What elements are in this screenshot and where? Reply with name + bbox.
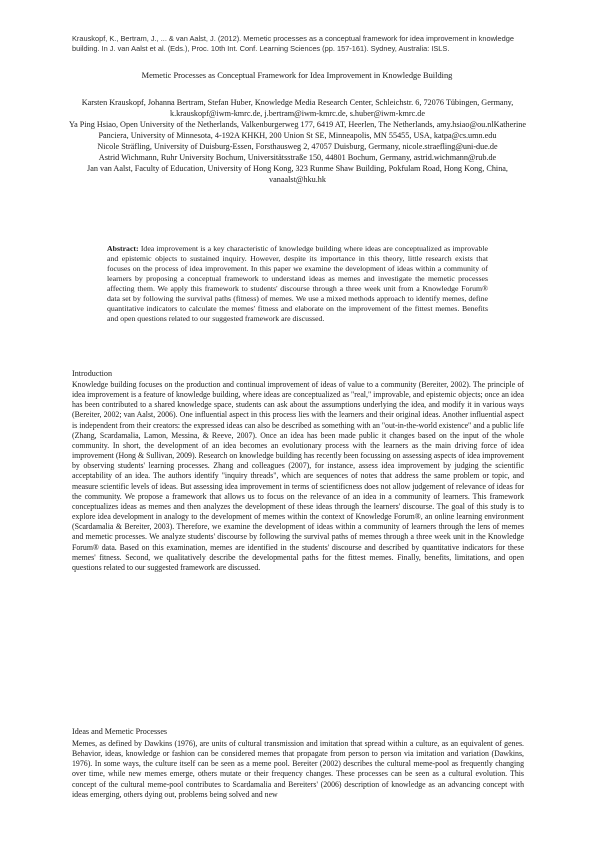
introduction-heading: Introduction: [72, 369, 113, 378]
author-affiliation-line: Jan van Aalst, Faculty of Education, University of Hong Kong, 323 Runme Shaw Building, Pokfulam Road, Hong Kong, China, vanaalst@hku.hk: [87, 164, 508, 185]
author-affiliation-line: Nicole Sträfling, University of Duisburg-Essen, Forsthausweg 2, 47057 Duisburg, Germany, nicole.straefling@uni-due.de: [97, 142, 498, 152]
citation-header: Krauskopf, K., Bertram, J., ... & van Aalst, J. (2012). Memetic processes as a conceptual framework for idea improvement in knowledge building. In J. van Aalst et al. (Eds.), Proc. 10th Int. Conf. Learning Sciences (pp. 157-161). Sydney, Australia: ISLS.: [72, 34, 514, 54]
paper-title: Memetic Processes as Conceptual Framework for Idea Improvement in Knowledge Building: [141, 71, 453, 80]
author-affiliation-line: Astrid Wichmann, Ruhr University Bochum, Universitätsstraße 150, 44801 Bochum, Germany, astrid.wichmann@rub.de: [98, 153, 497, 163]
abstract-text: Idea improvement is a key characteristic of knowledge building where ideas are conceptualized as improvable and epistemic objects to sustained inquiry. However, despite its importance in this theory, little research exists that focuses on the process of idea improvement. In this paper we examine the development of ideas within a community of learners by proposing a conceptual framework to understand ideas as memes and investigate the memetic processes affecting them. We apply this framework to students' discourse through a three week unit from a Knowledge Forum® data set by following the survival paths (fitness) of memes. We use a mixed methods approach to identify memes, define quantitative indicators to calculate the memes' fitness and elaborate on the improvement of the fittest memes. Benefits and open questions related to our suggested framework are discussed.: [107, 244, 489, 324]
author-affiliation-line: k.krauskopf@iwm-kmrc.de, j.bertram@iwm-kmrc.de, s.huber@iwm-kmrc.de: [170, 109, 425, 119]
abstract-label: Abstract:: [107, 244, 139, 253]
ideas-memes-heading: Ideas and Memetic Processes: [72, 727, 168, 736]
author-affiliation-line: Ya Ping Hsiao, Open University of the Netherlands, Valkenburgerweg 177, 6419 AT, Heerlen, The Netherlands, amy.hsiao@ou.nlKatherine Panciera, University of Minnesota, 4-192A KHKH, 200 Union St SE, Minneapolis, MN 55455, USA, katpa@cs.umn.edu: [69, 120, 526, 141]
ideas-memes-text: Memes, as defined by Dawkins (1976), are units of cultural transmission and imitation that spread within a culture, as an equivalent of genes. Behavior, ideas, knowledge or fashion can be considered memes that propagate from person to person via imitation and variation (Dawkins, 1976). In some ways, the culture itself can be seen as a meme pool. Bereiter (2002) describes the cultural meme-pool as frequently changing over time, while new memes emerge, others mutate or their frequency changes. These processes can be seen as a cultural evolution. This concept of the cultural meme-pool contributes to Scardamalia and Bereiters' (2006) description of knowledge as an advancing concept with ideas emerging, others dying out, problems being solved and new: [72, 739, 524, 799]
abstract: [107, 244, 488, 324]
introduction-text: Knowledge building focuses on the production and continual improvement of ideas of value to a community (Bereiter, 2002). The principle of idea improvement is a feature of knowledge building, where ideas are conceptualized as "real," improvable, and epistemic objects; once an idea has been contributed to a shared knowledge space, students can ask about the assumptions underlying the idea, and modify it in various ways (Bereiter, 2002; van Aalst, 2006). One influential aspect in this process lies with the learners and their original ideas. Another influential aspect is independent from their creators: the expressed ideas can also be described as something with an "out-in-the-world existence" and a public life (Zhang, Scardamalia, Lamon, Messina, & Reeve, 2007). Once an idea has been made public it changes based on the input of the whole community. In short, the development of an idea becomes an evolutionary process with the learners as the main driving force of idea improvement (Hong & Sullivan, 2009). Research on knowledge building has recently been focussing on assessing aspects of idea improvement by observing students' learning processes. Zhang and colleagues (2007), for instance, assess idea improvement by judging the scientific acceptability of an idea. The authors identify "inquiry threads", which are sequences of notes that address the same problem or topic, and measure scientific levels of ideas. But assessing idea improvement in terms of scientificness does not allow judgement of relevance of ideas for the community. We propose a framework that allows us to focus on the relevance of an idea in a community of learners. This framework conceptualizes ideas as memes and then analyzes the development of these ideas through the learners' discourse. The goal of this study is to explore idea development in analogy to the development of memes within the context of Knowledge Forum®, an online learning environment (Scardamalia & Bereiter, 2003). Therefore, we examine the development of ideas within a community of learners through the lens of memes and memetic processes. We analyze students' discourse by following the survival paths of memes through a three week unit in the Knowledge Forum® data. Based on this examination, memes are identified in the students' discourse and described by quantitative indicators for these memes' fitness. Second, we qualitatively describe the developmental paths for the fittest memes. Finally, benefits, limitations, and open questions related to our suggested framework are discussed.: [72, 380, 524, 572]
author-block: [64, 97, 531, 185]
author-affiliation-line: Karsten Krauskopf, Johanna Bertram, Stefan Huber, Knowledge Media Research Center, Schleichstr. 6, 72076 Tübingen, Germany,: [81, 98, 514, 107]
